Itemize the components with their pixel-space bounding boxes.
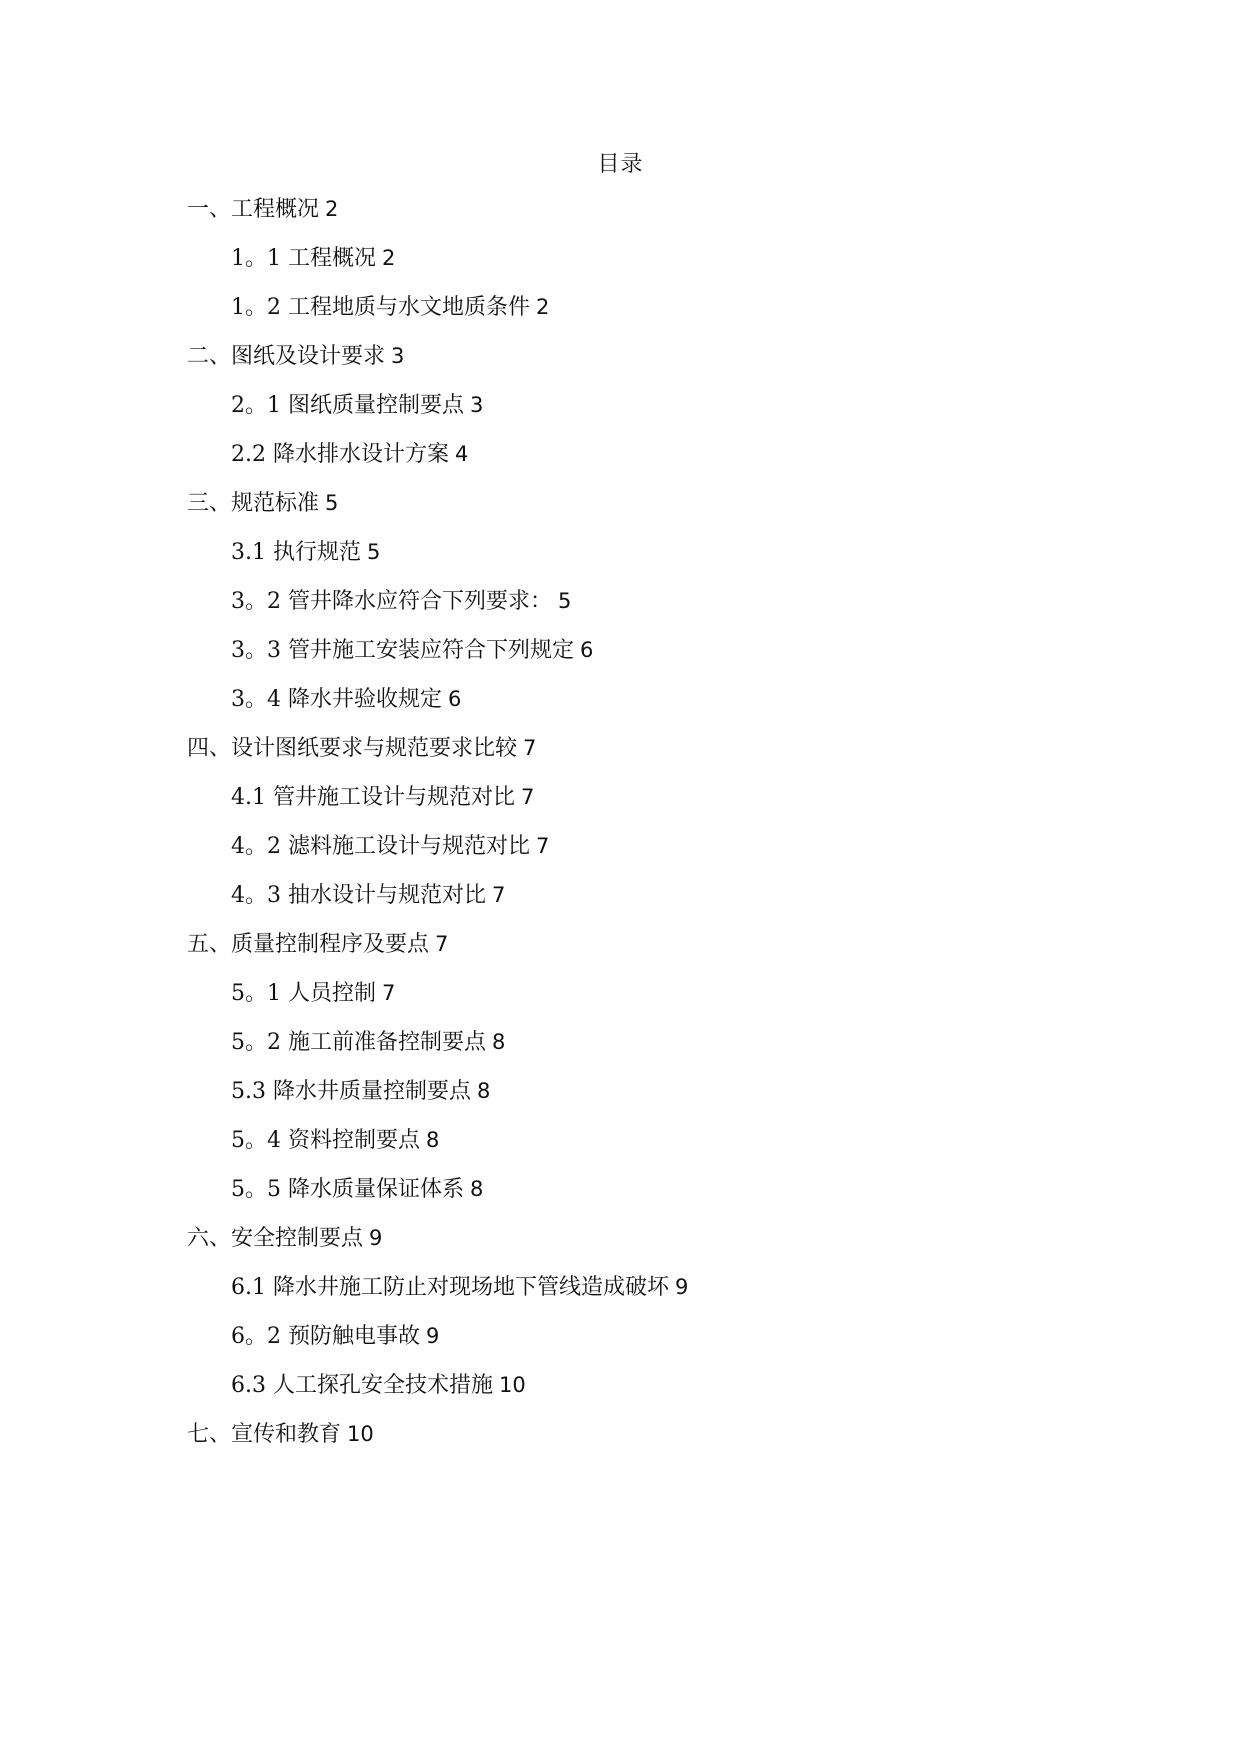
toc-entry-text: 4。3 抽水设计与规范对比 xyxy=(231,883,486,908)
toc-entry-text: 3。4 降水井验收规定 xyxy=(231,687,442,712)
toc-page-number: 5 xyxy=(366,540,381,564)
toc-page-number: 7 xyxy=(536,834,550,858)
toc-entry-text: 5。2 施工前准备控制要点 xyxy=(231,1030,486,1055)
toc-page-number: 6 xyxy=(448,687,462,711)
toc-entry-text: 6.1 降水井施工防止对现场地下管线造成破坏 xyxy=(231,1275,669,1300)
toc-page-number: 7 xyxy=(382,981,396,1005)
toc-page-number: 9 xyxy=(674,1275,689,1299)
toc-entry[interactable] xyxy=(0,438,1241,487)
toc-entry[interactable] xyxy=(0,830,1241,879)
toc-entry[interactable] xyxy=(0,1320,1241,1369)
toc-entry[interactable] xyxy=(0,1222,1241,1271)
toc-entry[interactable] xyxy=(0,781,1241,830)
toc-entry[interactable] xyxy=(0,585,1241,634)
toc-page-number: 8 xyxy=(476,1079,491,1103)
toc-page-number: 2 xyxy=(536,295,550,319)
toc-entry[interactable] xyxy=(0,732,1241,781)
toc-entry[interactable] xyxy=(0,1271,1241,1320)
toc-entry[interactable] xyxy=(0,242,1241,291)
toc-page-number: 8 xyxy=(426,1128,440,1152)
toc-page-number: 3 xyxy=(391,344,405,368)
toc-entry[interactable] xyxy=(0,536,1241,585)
toc-page-number: 2 xyxy=(325,197,339,221)
toc-page-number: 5 xyxy=(325,491,339,515)
toc-entry-text: 3。2 管井降水应符合下列要求： xyxy=(231,589,552,614)
toc-page-number: 7 xyxy=(435,932,449,956)
toc-page-number: 5 xyxy=(558,589,572,613)
toc-entry[interactable] xyxy=(0,1124,1241,1173)
toc-entry-text: 2。1 图纸质量控制要点 xyxy=(231,393,464,418)
toc-entry-text: 三、规范标准 xyxy=(187,491,320,516)
toc-page-number: 7 xyxy=(523,736,537,760)
toc-entry-text: 6。2 预防触电事故 xyxy=(231,1324,420,1349)
toc-entry-text: 3.1 执行规范 xyxy=(231,540,361,565)
toc-entry-text: 4.1 管井施工设计与规范对比 xyxy=(231,785,515,810)
toc-entry-text: 五、质量控制程序及要点 xyxy=(187,932,430,957)
toc-page-number: 9 xyxy=(369,1226,383,1250)
toc-page-number: 2 xyxy=(382,246,396,270)
toc-entry[interactable] xyxy=(0,879,1241,928)
toc-entry[interactable] xyxy=(0,1026,1241,1075)
table-of-contents xyxy=(0,193,1241,1467)
toc-page-number: 6 xyxy=(580,638,594,662)
toc-entry[interactable] xyxy=(0,340,1241,389)
toc-page-number: 8 xyxy=(492,1030,506,1054)
toc-entry-text: 6.3 人工探孔安全技术措施 xyxy=(231,1373,493,1398)
toc-entry-text: 七、宣传和教育 xyxy=(187,1422,342,1447)
toc-page-number: 10 xyxy=(498,1373,526,1397)
toc-entry[interactable] xyxy=(0,1418,1241,1467)
toc-entry[interactable] xyxy=(0,928,1241,977)
toc-page-number: 7 xyxy=(520,785,535,809)
toc-entry-text: 3。3 管井施工安装应符合下列规定 xyxy=(231,638,574,663)
toc-entry-text: 1。2 工程地质与水文地质条件 xyxy=(231,295,530,320)
toc-entry[interactable] xyxy=(0,634,1241,683)
toc-page-number: 8 xyxy=(470,1177,484,1201)
toc-entry-text: 5。4 资料控制要点 xyxy=(231,1128,420,1153)
toc-entry[interactable] xyxy=(0,1075,1241,1124)
toc-entry[interactable] xyxy=(0,977,1241,1026)
toc-entry[interactable] xyxy=(0,1173,1241,1222)
toc-page-number: 9 xyxy=(426,1324,440,1348)
toc-entry-text: 5。5 降水质量保证体系 xyxy=(231,1177,464,1202)
toc-entry[interactable] xyxy=(0,1369,1241,1418)
toc-entry-text: 四、设计图纸要求与规范要求比较 xyxy=(187,736,518,761)
toc-page-number: 10 xyxy=(347,1422,374,1446)
toc-page-number: 4 xyxy=(454,442,469,466)
toc-entry-text: 二、图纸及设计要求 xyxy=(187,344,386,369)
toc-page-number: 3 xyxy=(470,393,484,417)
toc-entry[interactable] xyxy=(0,389,1241,438)
toc-entry-text: 一、工程概况 xyxy=(187,197,320,222)
toc-entry-text: 2.2 降水排水设计方案 xyxy=(231,442,449,467)
toc-entry-text: 六、安全控制要点 xyxy=(187,1226,364,1251)
toc-entry[interactable] xyxy=(0,291,1241,340)
toc-entry[interactable] xyxy=(0,193,1241,242)
toc-entry-text: 4。2 滤料施工设计与规范对比 xyxy=(231,834,530,859)
toc-entry-text: 1。1 工程概况 xyxy=(231,246,376,271)
toc-entry-text: 5。1 人员控制 xyxy=(231,981,376,1006)
toc-title: 目录 xyxy=(597,152,644,177)
toc-entry[interactable] xyxy=(0,487,1241,536)
toc-page-number: 7 xyxy=(492,883,506,907)
toc-entry[interactable] xyxy=(0,683,1241,732)
toc-entry-text: 5.3 降水井质量控制要点 xyxy=(231,1079,471,1104)
